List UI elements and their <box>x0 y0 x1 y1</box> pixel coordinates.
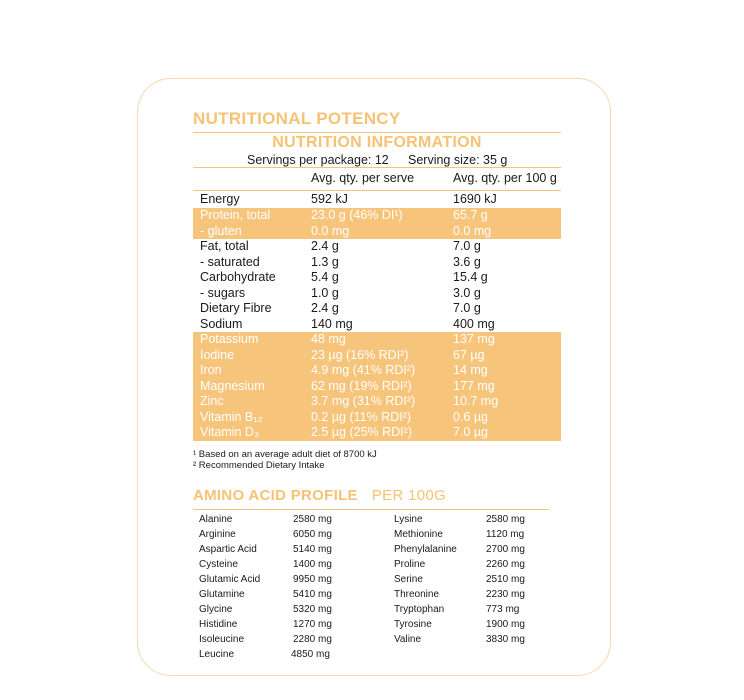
nutrient-name: Vitamin B₁₂ <box>200 409 263 424</box>
nutrition-row <box>193 192 561 208</box>
per-serve-value: 3.7 mg (31% RDI²) <box>311 394 416 408</box>
amino-acid-value: 2700 mg <box>486 544 525 555</box>
amino-acid-name: Tyrosine <box>394 619 432 630</box>
amino-acid-name: Leucine <box>199 649 235 660</box>
amino-acid-name: Lysine <box>394 514 423 525</box>
nutrition-row <box>193 224 561 240</box>
amino-acid-value: 2230 mg <box>486 589 525 600</box>
nutrition-row <box>193 270 561 286</box>
servings-divider <box>193 167 561 168</box>
per-100g-value: 10.7 mg <box>453 394 499 408</box>
nutrient-name: Iodine <box>200 347 235 362</box>
nutrient-name: Fat, total <box>200 239 249 253</box>
per-100g-value: 3.0 g <box>453 285 481 300</box>
amino-acid-value: 2260 mg <box>486 559 525 570</box>
footnote-di: ¹ Based on an average adult diet of 8700 kJ <box>193 449 377 460</box>
nutrient-name: Dietary Fibre <box>200 301 272 315</box>
amino-acid-name: Cysteine <box>199 559 238 570</box>
nutrition-info-heading: NUTRITION INFORMATION <box>272 134 482 151</box>
per-serve-value: 140 mg <box>311 316 353 331</box>
amino-acid-name: Glutamic Acid <box>199 574 261 585</box>
per-100g-value: 7.0 g <box>453 301 481 315</box>
amino-acid-value: 9950 mg <box>293 574 332 585</box>
per-serve-value: 1.0 g <box>311 285 339 300</box>
nutrition-row <box>193 255 561 271</box>
amino-acid-value: 1400 mg <box>293 559 332 570</box>
nutrition-row <box>193 317 561 333</box>
per-serve-value: 592 kJ <box>311 192 348 206</box>
nutrient-name: Zinc <box>200 394 224 408</box>
amino-acid-value: 2580 mg <box>293 514 332 525</box>
per-100g-value: 7.0 g <box>453 239 481 253</box>
per-100g-value: 1690 kJ <box>453 192 497 206</box>
amino-acid-value: 5410 mg <box>293 589 332 600</box>
amino-acid-value: 1120 mg <box>486 529 525 540</box>
per-serve-value: 2.4 g <box>311 301 339 315</box>
nutrition-row <box>193 425 561 441</box>
footnote-rdi: ² Recommended Dietary Intake <box>193 460 325 471</box>
per-serve-value: 2.4 g <box>311 239 339 253</box>
nutrition-row <box>193 410 561 426</box>
serving-size: Serving size: 35 g <box>408 153 508 167</box>
amino-acid-value: 2580 mg <box>486 514 525 525</box>
nutrient-name: Vitamin D₃ <box>200 425 260 439</box>
amino-acid-name: Aspartic Acid <box>199 544 257 555</box>
nutrient-name: Potassium <box>200 332 259 346</box>
nutrition-row <box>193 208 561 224</box>
nutrient-name: Sodium <box>200 316 243 331</box>
per-serve-value: 0.2 µg (11% RDI²) <box>311 409 412 424</box>
nutrition-row <box>193 363 561 379</box>
nutrition-row <box>193 348 561 364</box>
nutrient-name: Carbohydrate <box>200 270 276 284</box>
amino-acid-value: 3830 mg <box>486 634 525 645</box>
per-serve-value: 5.4 g <box>311 270 339 284</box>
amino-acid-name: Proline <box>394 559 426 570</box>
nutrition-table <box>193 192 561 441</box>
nutrition-row <box>193 379 561 395</box>
per-serve-value: 2.5 µg (25% RDI²) <box>311 425 412 439</box>
amino-acid-value: 1900 mg <box>486 619 525 630</box>
servings-per-package: Servings per package: 12 <box>247 153 389 167</box>
amino-acid-value: 5320 mg <box>293 604 332 615</box>
per-100g-value: 67 µg <box>453 347 485 362</box>
amino-acid-name: Tryptophan <box>394 604 445 615</box>
per-serve-value: 23.0 g (46% DI¹) <box>311 208 403 222</box>
amino-acid-name: Glutamine <box>199 589 245 600</box>
per-100g-value: 14 mg <box>453 363 488 377</box>
per-100g-value: 0.0 mg <box>453 223 492 238</box>
amino-acid-name: Isoleucine <box>199 634 245 645</box>
per-serve-value: 1.3 g <box>311 254 339 269</box>
per-serve-value: 0.0 mg <box>311 223 350 238</box>
amino-heading <box>193 487 446 504</box>
per-100g-value: 177 mg <box>453 378 495 393</box>
title-divider <box>193 132 561 133</box>
amino-acid-value: 6050 mg <box>293 529 332 540</box>
amino-acid-value: 1270 mg <box>293 619 332 630</box>
amino-acid-name: Glycine <box>199 604 233 615</box>
per-100g-value: 7.0 µg <box>453 425 489 439</box>
per-serve-value: 4.9 mg (41% RDI²) <box>311 363 416 377</box>
amino-acid-name: Histidine <box>199 619 238 630</box>
per-100g-value: 3.6 g <box>453 254 481 269</box>
amino-acid-value: 4850 mg <box>291 649 330 660</box>
amino-acid-name: Threonine <box>394 589 440 600</box>
per-100g-value: 15.4 g <box>453 270 488 284</box>
nutrient-name: Protein, total <box>200 208 271 222</box>
amino-acid-value: 5140 mg <box>293 544 332 555</box>
col-head-per-serve: Avg. qty. per serve <box>311 171 415 185</box>
nutrient-name: Magnesium <box>200 378 265 393</box>
header-divider <box>193 190 561 191</box>
nutrition-row <box>193 332 561 348</box>
nutrition-row <box>193 394 561 410</box>
amino-divider <box>193 509 549 510</box>
amino-acid-value: 2510 mg <box>486 574 525 585</box>
nutrient-name: - saturated <box>200 254 260 269</box>
per-100g-value: 137 mg <box>453 332 495 346</box>
nutrient-name: Energy <box>200 192 240 206</box>
col-head-per-100g: Avg. qty. per 100 g <box>453 171 557 185</box>
nutrition-row <box>193 301 561 317</box>
nutrition-row <box>193 286 561 302</box>
page-title: NUTRITIONAL POTENCY <box>193 109 401 128</box>
nutrient-name: Iron <box>200 363 222 377</box>
nutrition-row <box>193 239 561 255</box>
amino-acid-name: Alanine <box>199 514 233 525</box>
amino-acid-name: Serine <box>394 574 423 585</box>
amino-title: AMINO ACID PROFILE <box>193 487 358 504</box>
per-serve-value: 48 mg <box>311 332 346 346</box>
per-100g-value: 0.6 µg <box>453 409 489 424</box>
nutrient-name: - gluten <box>200 223 242 238</box>
per-serve-value: 23 µg (16% RDI²) <box>311 347 409 362</box>
amino-acid-name: Methionine <box>394 529 443 540</box>
amino-acid-name: Valine <box>394 634 422 645</box>
per-100g-value: 65.7 g <box>453 208 488 222</box>
nutrient-name: - sugars <box>200 285 246 300</box>
per-serve-value: 62 mg (19% RDI²) <box>311 378 412 393</box>
amino-per-100g: PER 100G <box>371 487 446 504</box>
amino-acid-value: 2280 mg <box>293 634 332 645</box>
per-100g-value: 400 mg <box>453 316 495 331</box>
amino-acid-value: 773 mg <box>486 604 520 615</box>
amino-acid-name: Arginine <box>199 529 236 540</box>
amino-acid-name: Phenylalanine <box>394 544 457 555</box>
